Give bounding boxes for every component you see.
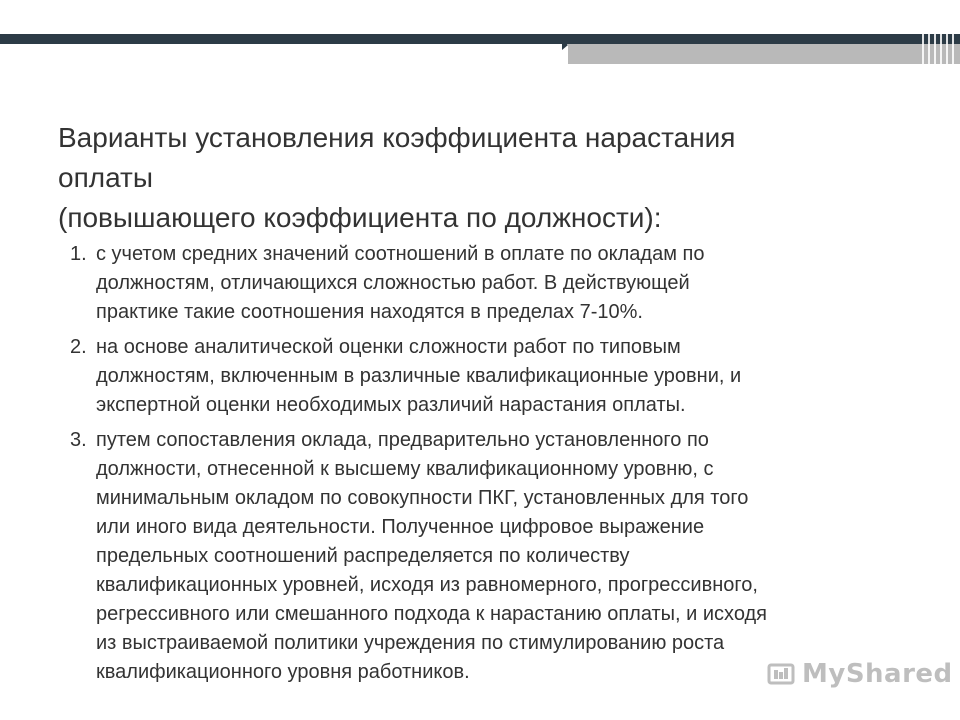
list-item-line: или иного вида деятельности. Полученное цифровое выражение [96, 516, 705, 538]
list-item-line: должности, отнесенной к высшему квалификационному уровню, с [96, 458, 714, 480]
list-item-line: регрессивного или смешанного подхода к нарастанию оплаты, и исходя [96, 603, 768, 625]
list-item-line: с учетом средних значений соотношений в оплате по окладам по [96, 243, 705, 265]
list-item-1 [70, 240, 920, 327]
bar-stripes-decoration [918, 28, 960, 64]
list-item-line: экспертной оценки необходимых различий нарастания оплаты. [96, 394, 686, 416]
list-item-text [96, 426, 920, 687]
list-item-line: практике такие соотношения находятся в пределах 7-10%. [96, 301, 643, 323]
list-item-line: из выстраиваемой политики учреждения по стимулированию роста [96, 632, 725, 654]
myshared-watermark [766, 656, 953, 692]
bar-arrow-icon [562, 40, 568, 50]
list-item-number: 3. [70, 429, 87, 451]
list-item-line: должностям, включенным в различные квалификационные уровни, и [96, 365, 742, 387]
myshared-logo-icon [766, 659, 796, 689]
title-line-3: (повышающего коэффициента по должности): [58, 202, 662, 233]
list-item-line: квалификационных уровней, исходя из равномерного, прогрессивного, [96, 574, 758, 596]
title-line-2: оплаты [58, 162, 153, 193]
list-item-line: на основе аналитической оценки сложности работ по типовым [96, 336, 681, 358]
watermark-text: MyShared [802, 659, 953, 689]
list-item-3 [70, 426, 920, 687]
list-item-number: 1. [70, 243, 87, 265]
list-item-text [96, 333, 920, 420]
list-item-2 [70, 333, 920, 420]
list-item-line: должностям, отличающихся сложностью работ. В действующей [96, 272, 690, 294]
top-accent-bar [568, 44, 960, 64]
list-item-number: 2. [70, 336, 87, 358]
list-item-line: предельных соотношений распределяется по количеству [96, 545, 630, 567]
top-decorative-bar [0, 34, 960, 44]
list-item-text [96, 240, 920, 327]
list-item-line: минимальным окладом по совокупности ПКГ, установленных для того [96, 487, 749, 509]
list-item-line: квалификационного уровня работников. [96, 661, 470, 683]
title-line-1: Варианты установления коэффициента нарастания [58, 122, 736, 153]
list-item-line: путем сопоставления оклада, предварительно установленного по [96, 429, 709, 451]
slide-title [58, 118, 918, 238]
variants-list [70, 240, 920, 693]
